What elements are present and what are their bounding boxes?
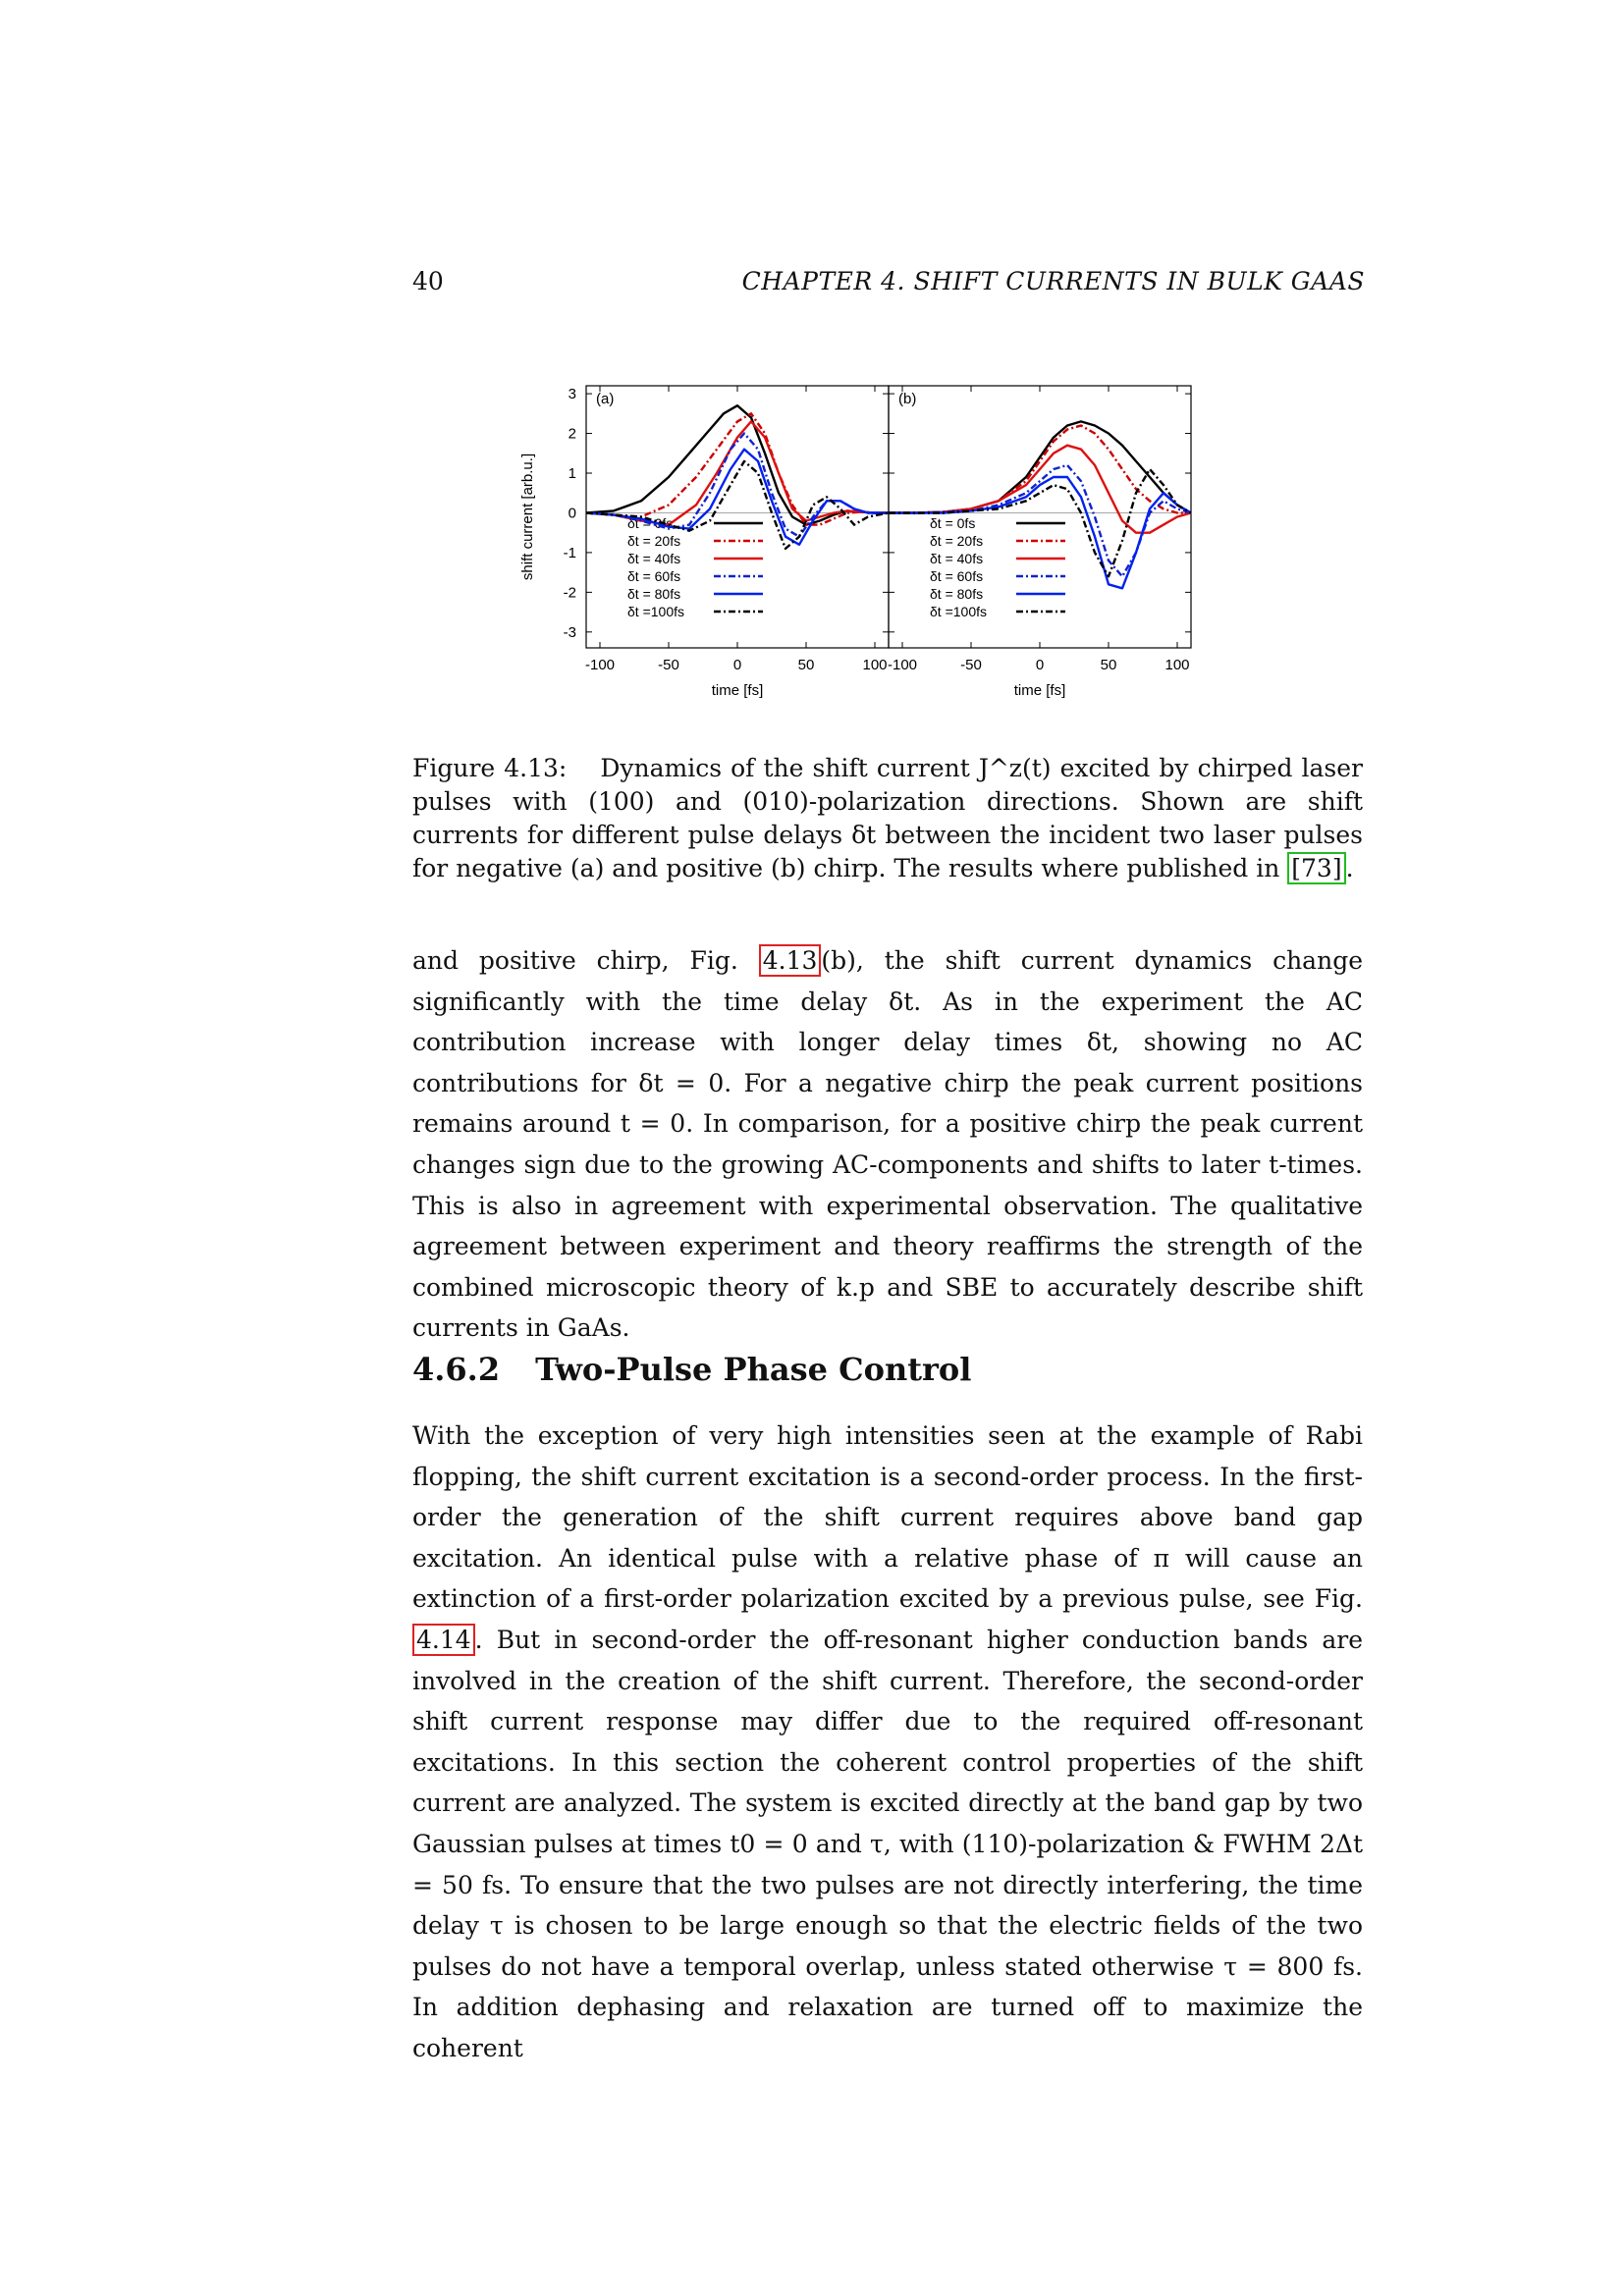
y-tick-label: -2 xyxy=(563,584,576,602)
caption-text: Dynamics of the shift current J^z(t) excited by chirped laser pulses with (100) and (010)-polarization directions. Shown are shift currents for different pulse delays δt between the incident two laser pulses for negative (a) and positive (b) chirp. The results where published in xyxy=(412,754,1363,882)
x-axis-label: time [fs] xyxy=(711,682,764,699)
x-tick-label: 0 xyxy=(1035,657,1045,673)
figure-ref-4-13[interactable]: 4.13 xyxy=(759,944,822,977)
x-tick-label: -50 xyxy=(658,657,679,673)
y-tick-label: 1 xyxy=(568,465,576,482)
legend-entry: δt =100fs xyxy=(627,604,684,619)
legend-entry: δt = 40fs xyxy=(930,551,984,566)
x-tick-label: 50 xyxy=(797,657,815,673)
section-heading xyxy=(412,1351,971,1388)
y-axis-label: shift current [arb.u.] xyxy=(519,453,536,581)
x-tick-label: 50 xyxy=(1100,657,1117,673)
paragraph-2-start: With the exception of very high intensities seen at the example of Rabi flopping, the shift current excitation is a second-order process. In the first-order the generation of the shift current requires above band gap excitation. An identical pulse with a relative phase of π will cause an extinction of a first-order polarization excited by a previous pulse, see Fig. xyxy=(412,1421,1363,1614)
legend-entry: δt = 40fs xyxy=(627,551,681,566)
legend-entry: δt = 80fs xyxy=(930,586,984,602)
x-tick-label: 100 xyxy=(862,657,888,673)
y-tick-label: 0 xyxy=(568,505,576,522)
y-tick-label: -1 xyxy=(563,544,576,561)
figure-ref-4-14[interactable]: 4.14 xyxy=(412,1624,475,1656)
x-tick-label: 0 xyxy=(732,657,742,673)
x-tick-label: -100 xyxy=(887,657,918,673)
series-line-0 xyxy=(889,421,1191,512)
figure-4-13 xyxy=(511,363,1198,707)
legend-entry: δt =100fs xyxy=(930,604,987,619)
caption-label: Figure 4.13: xyxy=(412,754,568,782)
legend-entry: δt = 0fs xyxy=(627,515,674,531)
x-tick-label: -100 xyxy=(584,657,616,673)
paragraph-2-rest: . But in second-order the off-resonant higher conduction bands are involved in the creation of the shift current. Therefore, the second-order shift current response may differ due to the required off-resonant excitations. In this section the coherent control properties of the shift current are analyzed. The system is excited directly at the band gap by two Gaussian pulses at times t0 = 0 and τ, with (110)-polarization & FWHM 2Δt = 50 fs. To ensure that the two pulses are not directly interfering, the time delay τ is chosen to be large enough so that the electric fields of the two pulses do not have a temporal overlap, unless stated otherwise τ = 800 fs. In addition dephasing and relaxation are turned off to maximize the coherent xyxy=(412,1625,1363,2062)
y-tick-label: -3 xyxy=(563,623,576,641)
series-line-1 xyxy=(586,413,889,524)
figure-caption xyxy=(412,752,1363,885)
panel-label: (b) xyxy=(898,391,917,407)
running-head: CHAPTER 4. SHIFT CURRENTS IN BULK GAAS xyxy=(741,267,1365,295)
section-number: 4.6.2 xyxy=(412,1351,501,1388)
citation-link[interactable]: [73] xyxy=(1287,852,1345,884)
legend-entry: δt = 80fs xyxy=(627,586,681,602)
section-title: Two-Pulse Phase Control xyxy=(535,1351,972,1388)
paragraph-1-rest: (b), the shift current dynamics change significantly with the time delay δt. As in the experiment the AC contribution increase with longer delay times δt, showing no AC contributions for δt = 0. For a negative chirp the peak current positions remains around t = 0. In comparison, for a positive chirp the peak current changes sign due to the growing AC-components and shifts to later t-times. This is also in agreement with experimental observation. The qualitative agreement between experiment and theory reaffirms the strength of the combined microscopic theory of k.p and SBE to accurately describe shift currents in GaAs. xyxy=(412,946,1363,1343)
paragraph-1-start: and positive chirp, Fig. xyxy=(412,946,759,975)
legend-entry: δt = 0fs xyxy=(930,515,976,531)
x-tick-label: -50 xyxy=(960,657,982,673)
x-tick-label: 100 xyxy=(1164,657,1190,673)
y-tick-label: 3 xyxy=(568,386,576,403)
legend-entry: δt = 20fs xyxy=(930,533,984,549)
x-axis-label: time [fs] xyxy=(1013,682,1066,699)
paragraph-2 xyxy=(412,1415,1363,2069)
legend-entry: δt = 20fs xyxy=(627,533,681,549)
legend-entry: δt = 60fs xyxy=(930,568,984,584)
panel-label: (a) xyxy=(596,391,615,407)
caption-end: . xyxy=(1345,854,1354,882)
paragraph-1 xyxy=(412,940,1363,1349)
legend-entry: δt = 60fs xyxy=(627,568,681,584)
y-tick-label: 2 xyxy=(568,425,576,443)
page-number: 40 xyxy=(412,267,444,295)
figure-chart xyxy=(511,363,1198,707)
